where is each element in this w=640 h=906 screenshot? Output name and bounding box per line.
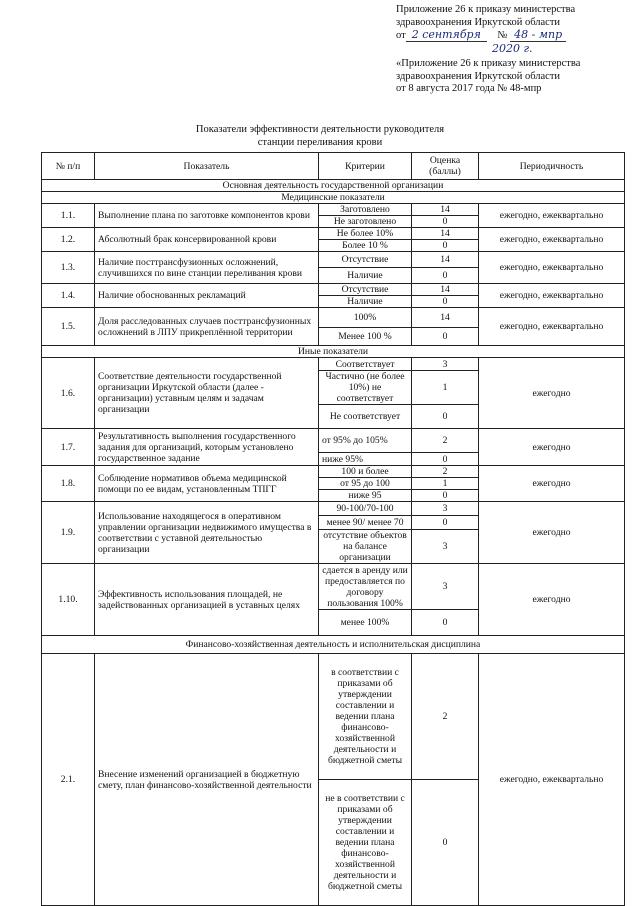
row-score: 2 (412, 466, 479, 478)
row-criterion: Наличие (319, 268, 412, 284)
row-score: 3 (412, 530, 479, 564)
row-criterion: Не заготовлено (319, 216, 412, 228)
row-indicator: Соблюдение нормативов объема медицинской помощи по ее видам, установленным ТПГГ (95, 466, 319, 502)
row-number: 1.4. (42, 284, 95, 308)
table-row (42, 204, 625, 216)
indicators-table (41, 152, 625, 906)
header-line-4 (396, 43, 636, 57)
table-row (42, 358, 625, 371)
col-header-num: № п/п (42, 153, 95, 180)
row-criterion: в соответствии с приказами об утверждении составлении и ведении плана финансово-хозяйственной деятельности и бюджетной сметы (319, 654, 412, 780)
row-score: 3 (412, 502, 479, 516)
row-indicator: Доля расследованных случаев посттрансфузионных осложнений в ЛПУ прикреплённой территории (95, 308, 319, 346)
row-period: ежегодно, ежеквартально (479, 252, 625, 284)
handwritten-number: 48 - мпр (510, 28, 566, 42)
row-score: 0 (412, 328, 479, 346)
section-main-label: Основная деятельность государственной организации (42, 180, 625, 192)
row-criterion: Не соответствует (319, 405, 412, 429)
row-indicator: Соответствие деятельности государственной организации Иркутской области (далее - организации) уставным целям и задачам организации (95, 358, 319, 429)
row-criterion: 100% (319, 308, 412, 328)
table-row (42, 228, 625, 240)
header-line-7: от 8 августа 2017 года № 48-мпр (396, 83, 542, 94)
row-score: 2 (412, 429, 479, 453)
header-line-3 (396, 29, 636, 43)
handwritten-year: 2020 г. (492, 41, 533, 55)
subsection-row (42, 192, 625, 204)
title-line-1: Показатели эффективности деятельности руководителя (195, 124, 445, 135)
row-score: 0 (412, 610, 479, 636)
row-number: 1.5. (42, 308, 95, 346)
row-score: 14 (412, 308, 479, 328)
subsection-other-label: Иные показатели (42, 346, 625, 358)
row-score: 0 (412, 268, 479, 284)
row-period: ежегодно, ежеквартально (479, 228, 625, 252)
row-criterion: Наличие (319, 296, 412, 308)
row-number: 1.10. (42, 564, 95, 636)
document-title (0, 124, 640, 149)
row-score: 14 (412, 228, 479, 240)
row-criterion: 90-100/70-100 (319, 502, 412, 516)
row-number: 2.1. (42, 654, 95, 906)
row-period: ежегодно (479, 429, 625, 466)
table-row (42, 308, 625, 328)
subsection-medical-label: Медицинские показатели (42, 192, 625, 204)
row-period: ежегодно, ежеквартально (479, 204, 625, 228)
row-score: 1 (412, 371, 479, 405)
col-header-criteria: Критерии (319, 153, 412, 180)
header-line-6: здравоохранения Иркутской области (396, 70, 561, 82)
row-criterion: сдается в аренду или предоставляется по договору пользования 100% (319, 564, 412, 610)
row-criterion: Частично (не более 10%) не соответствует (319, 371, 412, 405)
col-header-indicator: Показатель (95, 153, 319, 180)
row-score: 0 (412, 216, 479, 228)
table-header-row (42, 153, 625, 180)
title-line-2: станции переливания крови (257, 136, 383, 148)
row-indicator: Наличие посттрансфузионных осложнений, случившихся по вине станции переливания крови (95, 252, 319, 284)
row-indicator: Эффективность использования площадей, не задействованных организацией в уставных целях (95, 564, 319, 636)
row-criterion: Менее 100 % (319, 328, 412, 346)
row-score: 0 (412, 405, 479, 429)
row-number: 1.9. (42, 502, 95, 564)
row-criterion: менее 100% (319, 610, 412, 636)
row-score: 2 (412, 654, 479, 780)
header-line-5: «Приложение 26 к приказу министерства (396, 58, 581, 69)
row-criterion: ниже 95% (319, 453, 412, 466)
row-number: 1.3. (42, 252, 95, 284)
row-score: 0 (412, 516, 479, 530)
row-indicator: Абсолютный брак консервированной крови (95, 228, 319, 252)
row-score: 14 (412, 252, 479, 268)
col-header-period: Периодичность (479, 153, 625, 180)
row-criterion: менее 90/ менее 70 (319, 516, 412, 530)
row-criterion: от 95% до 105% (319, 429, 412, 453)
header-line-1: Приложение 26 к приказу министерства (396, 4, 576, 15)
subsection-row (42, 346, 625, 358)
row-score: 0 (412, 240, 479, 252)
table-row (42, 284, 625, 296)
table-row (42, 564, 625, 610)
table-row (42, 466, 625, 478)
row-score: 3 (412, 564, 479, 610)
row-score: 0 (412, 296, 479, 308)
header-from-label: от (396, 30, 406, 41)
row-period: ежегодно, ежеквартально (479, 654, 625, 906)
section-finance-label: Финансово-хозяйственная деятельность и исполнительская дисциплина (42, 636, 625, 654)
row-period: ежегодно (479, 564, 625, 636)
row-indicator: Использование находящегося в оперативном управлении организации недвижимого имущества в соответствии с уставной деятельностью организации (95, 502, 319, 564)
row-criterion: Соответствует (319, 358, 412, 371)
row-score: 0 (412, 453, 479, 466)
row-criterion: Отсутствие (319, 284, 412, 296)
row-number: 1.6. (42, 358, 95, 429)
row-criterion: Более 10 % (319, 240, 412, 252)
row-criterion: Отсутствие (319, 252, 412, 268)
row-score: 0 (412, 490, 479, 502)
row-criterion: ниже 95 (319, 490, 412, 502)
row-criterion: не в соответствии с приказами об утверждении составлении и ведении плана финансово-хозяйственной деятельности и бюджетной сметы (319, 780, 412, 906)
row-criterion: от 95 до 100 (319, 478, 412, 490)
row-criterion: Заготовлено (319, 204, 412, 216)
row-period: ежегодно, ежеквартально (479, 284, 625, 308)
row-criterion: 100 и более (319, 466, 412, 478)
row-number: 1.2. (42, 228, 95, 252)
section-row (42, 636, 625, 654)
section-row (42, 180, 625, 192)
row-period: ежегодно (479, 502, 625, 564)
row-period: ежегодно, ежеквартально (479, 308, 625, 346)
table-row (42, 654, 625, 780)
row-number: 1.8. (42, 466, 95, 502)
row-score: 14 (412, 204, 479, 216)
row-score: 1 (412, 478, 479, 490)
row-criterion: отсутствие объектов на балансе организации (319, 530, 412, 564)
row-period: ежегодно (479, 358, 625, 429)
table-row (42, 252, 625, 268)
table-row (42, 429, 625, 453)
row-period: ежегодно (479, 466, 625, 502)
header-number-sign: № (497, 30, 508, 41)
header-block (396, 4, 636, 96)
row-indicator: Внесение изменений организацией в бюджетную смету, план финансово-хозяйственной деятельности (95, 654, 319, 906)
row-indicator: Выполнение плана по заготовке компонентов крови (95, 204, 319, 228)
row-score: 14 (412, 284, 479, 296)
header-line-2: здравоохранения Иркутской области (396, 16, 561, 28)
row-score: 0 (412, 780, 479, 906)
row-number: 1.7. (42, 429, 95, 466)
row-indicator: Результативность выполнения государственного задания для организаций, которым установлено государственное задание (95, 429, 319, 466)
table-row (42, 502, 625, 516)
col-header-score: Оценка (баллы) (412, 153, 479, 180)
row-score: 3 (412, 358, 479, 371)
row-criterion: Не более 10% (319, 228, 412, 240)
row-indicator: Наличие обоснованных рекламаций (95, 284, 319, 308)
row-number: 1.1. (42, 204, 95, 228)
handwritten-date: 2 сентября (406, 28, 487, 42)
